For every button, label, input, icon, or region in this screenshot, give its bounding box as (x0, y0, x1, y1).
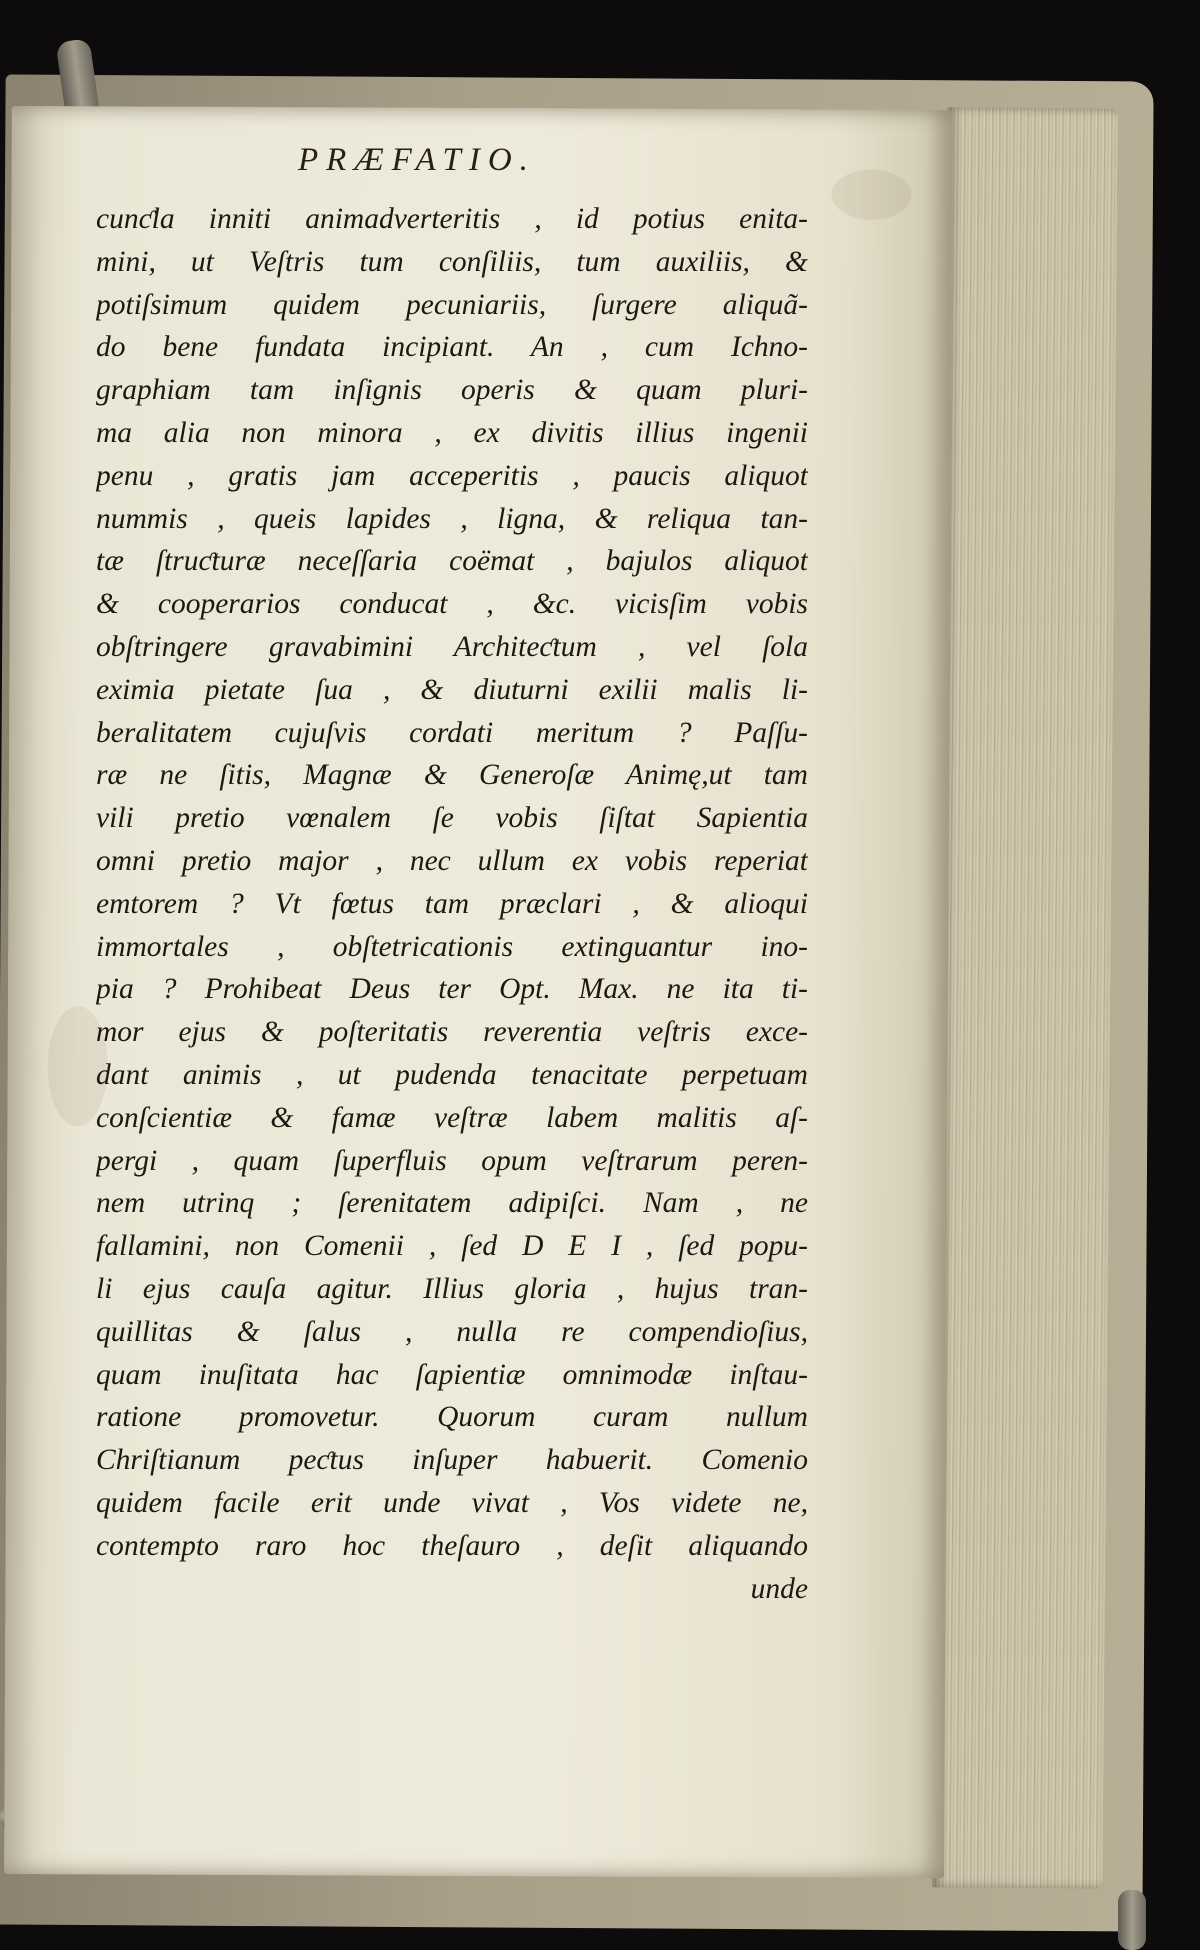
text-line: fallamini, non Comenii , ſed D E I , ſed popu- (96, 1230, 808, 1263)
binding-tie-right (1118, 1890, 1146, 1950)
page-edge-stack (932, 107, 1118, 1888)
text-line: ræ ne ſitis, Magnæ & Generoſæ Animę,ut tam (96, 759, 808, 792)
text-line: mini, ut Veſtris tum conſiliis, tum auxiliis, & (96, 245, 808, 278)
text-line: conſcientiæ & famæ veſtræ labem malitis aſ- (96, 1101, 808, 1134)
text-line: tæ ſtruƈturæ neceſſaria coëmat , bajulos aliquot (96, 545, 808, 578)
text-line: obſtringere gravabimini Architeƈtum , vel ſola (96, 630, 808, 663)
text-line: pergi , quam ſuperfluis opum veſtrarum peren- (96, 1144, 808, 1177)
text-line: ma alia non minora , ex divitis illius ingenii (96, 416, 808, 449)
text-line: pia ? Prohibeat Deus ter Opt. Max. ne ita ti- (96, 973, 808, 1006)
text-line: do bene fundata incipiant. An , cum Ichno- (96, 331, 808, 364)
text-line: eximia pietate ſua , & diuturni exilii malis li- (96, 673, 808, 706)
catchword: unde (750, 1572, 808, 1605)
text-line: ratione promovetur. Quorum curam nullum (96, 1401, 808, 1434)
body-text (96, 198, 808, 1610)
text-line: emtorem ? Vt fœtus tam præclari , & alioqui (96, 887, 808, 920)
text-line: graphiam tam inſignis operis & quam pluri- (96, 374, 808, 407)
text-line: vili pretio vœnalem ſe vobis ſiſtat Sapientia (96, 802, 808, 835)
text-line: mor ejus & poſteritatis reverentia veſtris exce- (96, 1016, 808, 1049)
running-head: PRÆFATIO. (298, 142, 536, 178)
text-line: penu , gratis jam acceperitis , paucis aliquot (96, 459, 808, 492)
text-line: nummis , queis lapides , ligna, & reliqua tan- (96, 502, 808, 535)
text-line: immortales , obſtetricationis extinguantur ino- (96, 930, 808, 963)
text-line: dant animis , ut pudenda tenacitate perpetuam (96, 1058, 808, 1091)
text-line: omni pretio major , nec ullum ex vobis reperiat (96, 844, 808, 877)
text-line: nem utrinq ; ſerenitatem adipiſci. Nam , ne (96, 1187, 808, 1220)
text-line: quillitas & ſalus , nulla re compendioſius, (96, 1315, 808, 1348)
text-line: contempto raro hoc theſauro , deſit aliquando (96, 1529, 808, 1562)
text-line: quam inuſitata hac ſapientiæ omnimodæ inſtau- (96, 1358, 808, 1391)
text-line: & cooperarios conducat , &c. vicisſim vobis (96, 588, 808, 621)
text-line: Chriſtianum peƈtus inſuper habuerit. Comenio (96, 1444, 808, 1477)
text-line: cunƈla inniti animadverteritis , id potius enita- (96, 203, 808, 235)
page-stain (831, 170, 911, 220)
text-line: potiſsimum quidem pecuniariis, ſurgere aliquã- (96, 288, 808, 321)
text-line: quidem facile erit unde vivat , Vos videte ne, (96, 1486, 808, 1519)
text-line: beralitatem cujuſvis cordati meritum ? Paſſu- (96, 716, 808, 749)
text-line: li ejus cauſa agitur. Illius gloria , hujus tran- (96, 1272, 808, 1305)
